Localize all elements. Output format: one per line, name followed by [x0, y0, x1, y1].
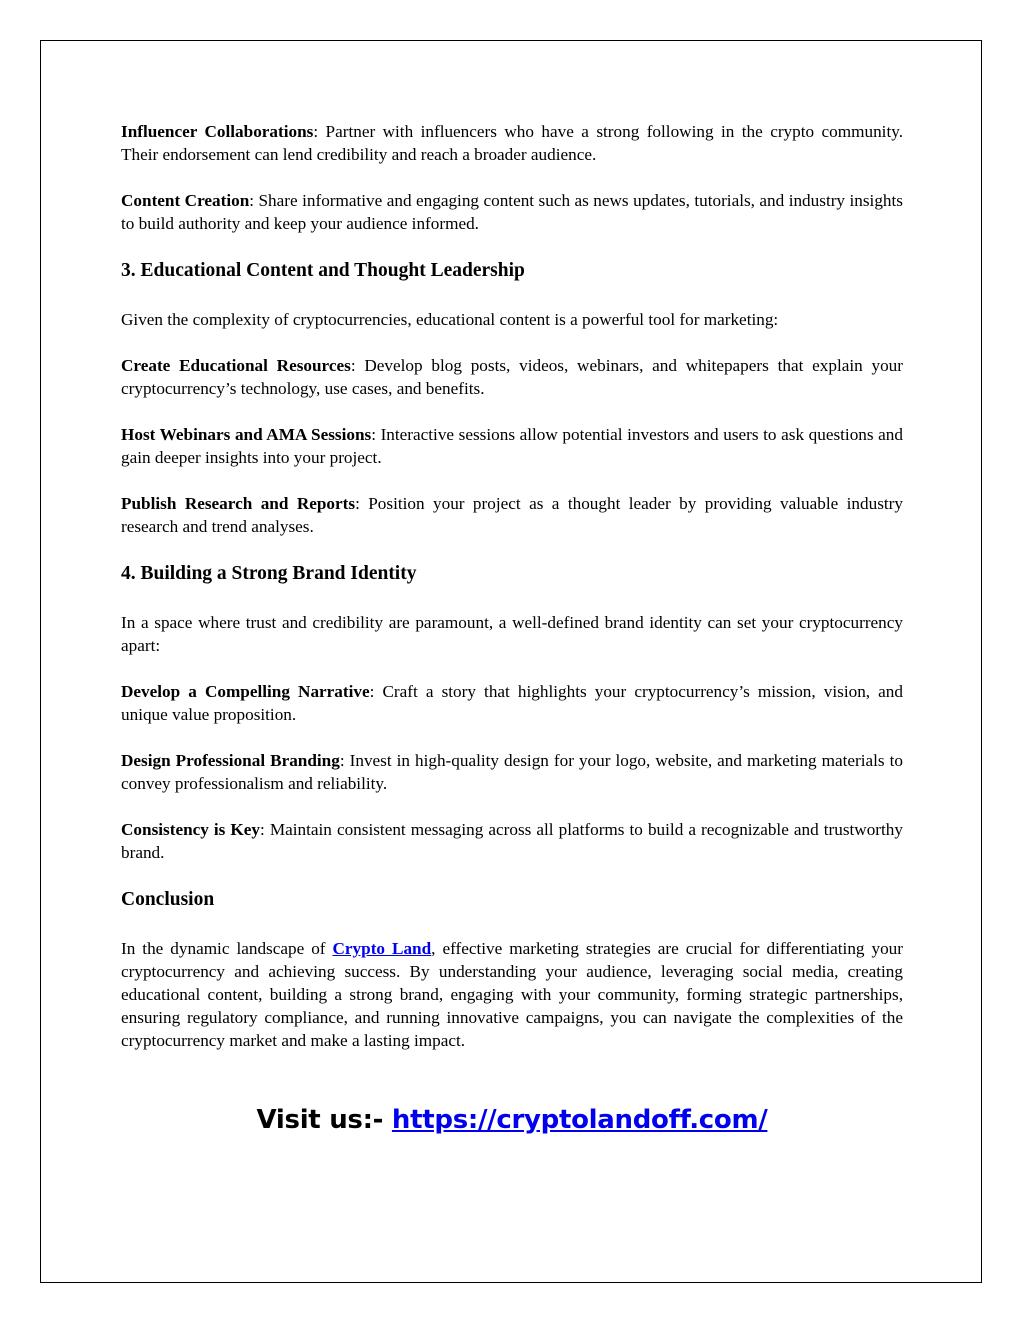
- section-heading-conclusion: Conclusion: [121, 889, 215, 910]
- paragraph-host-webinars: [121, 423, 903, 469]
- term-description: : Interactive sessions allow potential investors and users to ask questions and gain deeper insights into your project.: [121, 425, 903, 467]
- term-description: : Position your project as a thought leader by providing valuable industry research and trend analyses.: [121, 494, 903, 536]
- paragraph-consistency: [121, 818, 903, 864]
- term-label: Host Webinars and AMA Sessions: [121, 425, 372, 444]
- paragraph-professional-branding: [121, 749, 903, 795]
- term-label: Influencer Collaborations: [121, 122, 314, 141]
- visit-us-label: Visit us:-: [256, 1105, 392, 1135]
- term-label: Publish Research and Reports: [121, 494, 356, 513]
- term-label: Content Creation: [121, 191, 250, 210]
- term-description: : Share informative and engaging content such as news updates, tutorials, and industry insights to build authority and keep your audience informed.: [121, 191, 903, 233]
- term-label: Develop a Compelling Narrative: [121, 682, 370, 701]
- term-label: Create Educational Resources: [121, 356, 351, 375]
- term-description: : Partner with influencers who have a strong following in the crypto community. Their endorsement can lend credibility and reach a broader audience.: [121, 122, 903, 164]
- paragraph-publish-research: [121, 492, 903, 538]
- conclusion-text-after: , effective marketing strategies are crucial for differentiating your cryptocurrency and achieving success. By understanding your audience, leveraging social media, creating educational content, building a strong brand, engaging with your community, forming strategic partnerships, ensuring regulatory compliance, and running innovative campaigns, you can navigate the complexities of the cryptocurrency market and make a lasting impact.: [121, 939, 903, 1050]
- term-description: : Invest in high-quality design for your logo, website, and marketing materials to convey professionalism and reliability.: [121, 751, 903, 793]
- paragraph-create-educational-resources: [121, 354, 903, 400]
- paragraph-compelling-narrative: [121, 680, 903, 726]
- section-intro: In a space where trust and credibility are paramount, a well-defined brand identity can set your cryptocurrency apart:: [121, 613, 903, 655]
- section-intro: Given the complexity of cryptocurrencies, educational content is a powerful tool for marketing:: [121, 310, 779, 329]
- website-link[interactable]: https://cryptolandoff.com/: [391, 1105, 768, 1135]
- visit-us-footer: [0, 1100, 1024, 1140]
- term-label: Consistency is Key: [121, 820, 261, 839]
- term-label: Design Professional Branding: [121, 751, 340, 770]
- term-description: : Maintain consistent messaging across all platforms to build a recognizable and trustworthy brand.: [121, 820, 903, 862]
- paragraph-influencer-collaborations: [121, 120, 903, 166]
- paragraph-content-creation: [121, 189, 903, 235]
- term-description: : Craft a story that highlights your cryptocurrency’s mission, vision, and unique value proposition.: [121, 682, 903, 724]
- section-heading-educational-content: 3. Educational Content and Thought Leadership: [121, 260, 525, 281]
- paragraph-conclusion: [121, 937, 903, 1052]
- crypto-land-link[interactable]: Crypto Land: [332, 939, 432, 958]
- term-description: : Develop blog posts, videos, webinars, and whitepapers that explain your cryptocurrency’s technology, use cases, and benefits.: [121, 356, 903, 398]
- conclusion-text-before: In the dynamic landscape of: [121, 939, 333, 958]
- section-heading-brand-identity: 4. Building a Strong Brand Identity: [121, 563, 417, 584]
- document-body: [121, 120, 903, 1075]
